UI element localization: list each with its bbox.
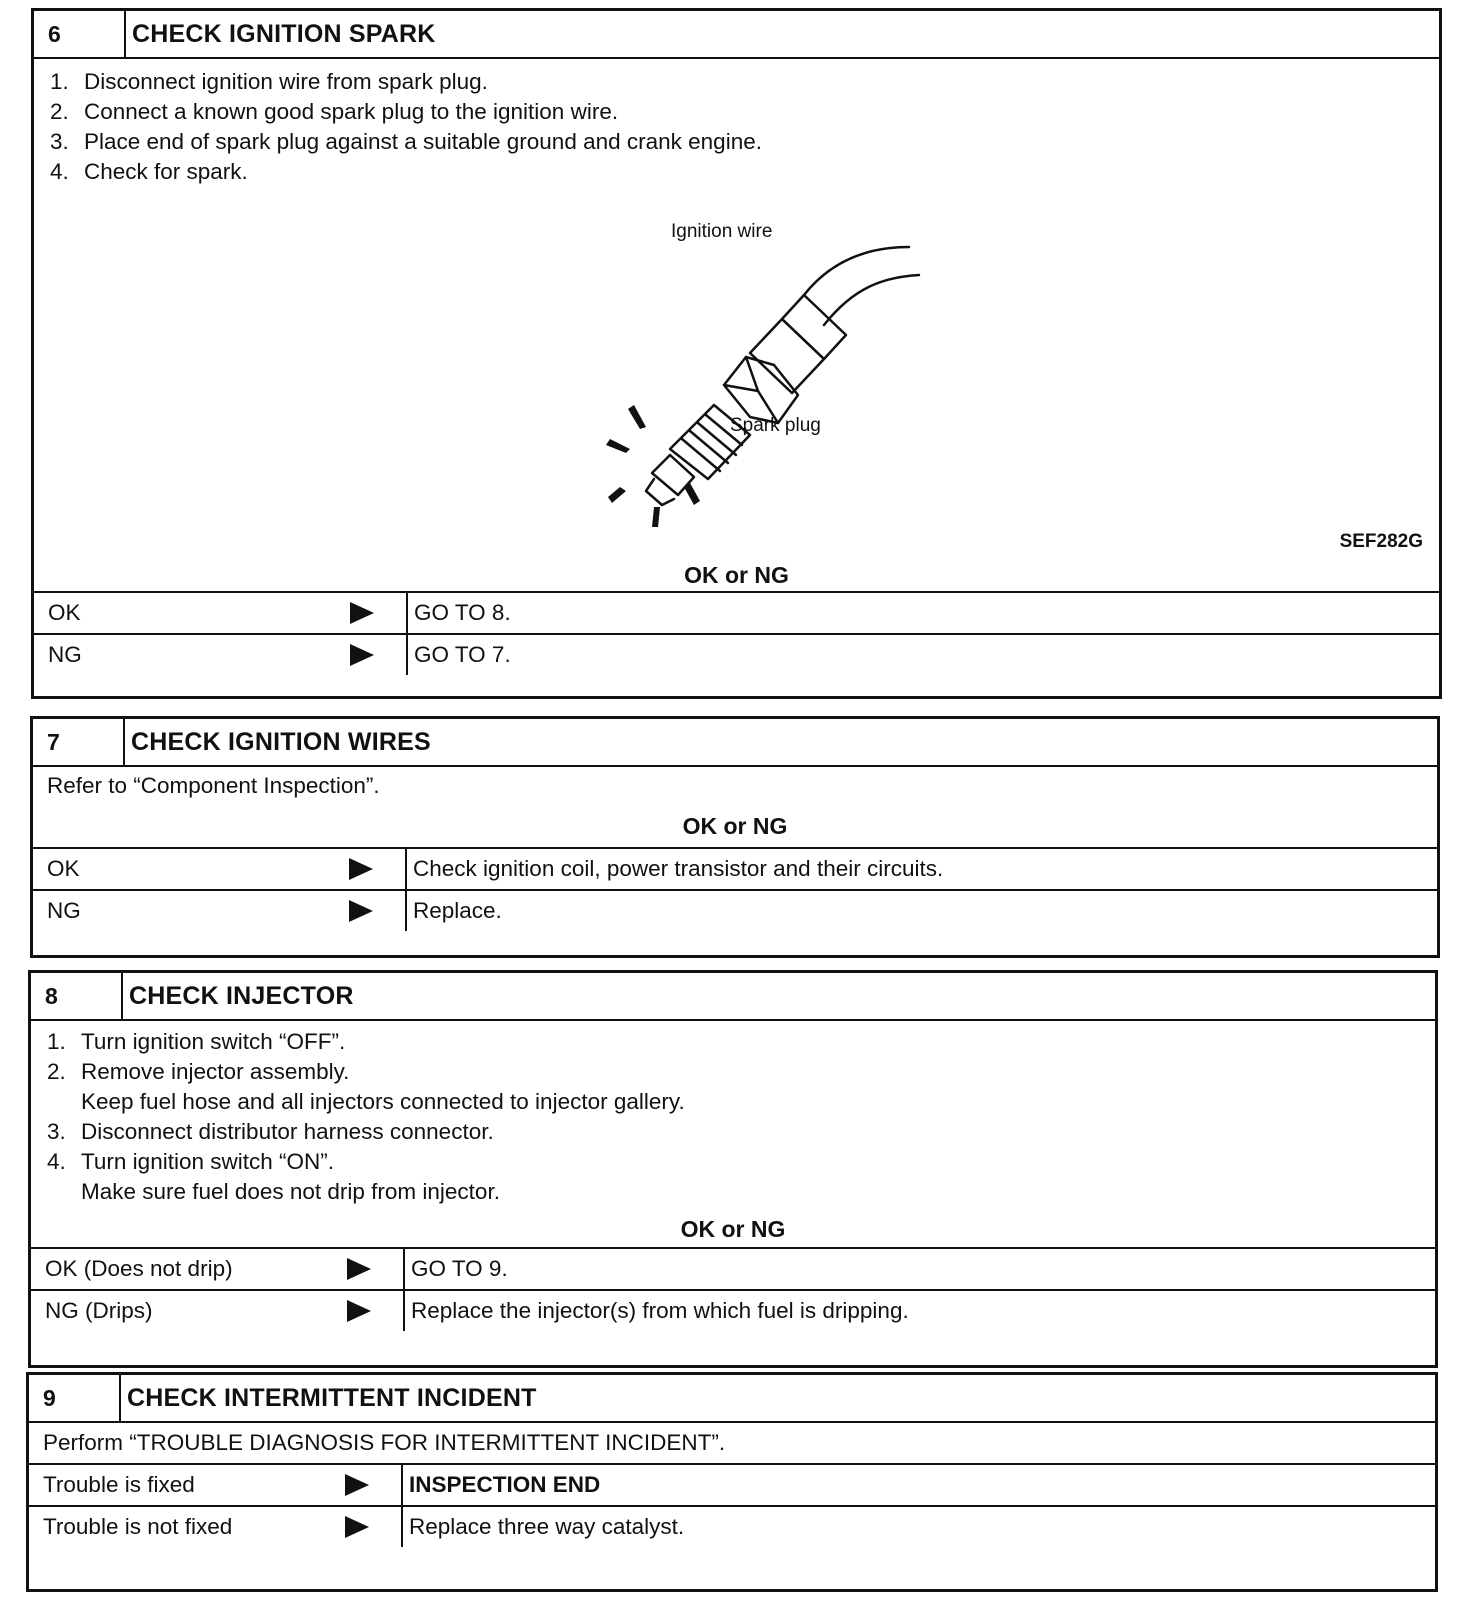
step-list — [31, 1021, 1435, 1207]
section-header — [34, 11, 1439, 59]
condition-cell: Trouble is not fixed — [29, 1507, 403, 1547]
result-cell: GO TO 9. — [411, 1256, 508, 1281]
step-item: 4. Check for spark. — [50, 159, 248, 184]
result-row — [31, 1247, 1435, 1289]
condition-cell: NG — [33, 891, 407, 931]
result-row — [31, 1289, 1435, 1331]
step-item: 3. Place end of spark plug against a suitable ground and crank engine. — [50, 129, 762, 154]
ok-ng-heading: OK or NG — [684, 562, 789, 588]
condition-cell: OK (Does not drip) — [31, 1249, 405, 1289]
condition-cell: NG — [34, 635, 408, 675]
arrow-right-icon — [345, 1516, 369, 1538]
instruction-text: Perform “TROUBLE DIAGNOSIS FOR INTERMITTENT INCIDENT”. — [43, 1430, 726, 1455]
condition-cell: Trouble is fixed — [29, 1465, 403, 1505]
section-title: CHECK INJECTOR — [129, 981, 354, 1010]
step-list — [34, 59, 1439, 187]
condition-cell: OK — [34, 593, 408, 633]
result-row — [34, 633, 1439, 675]
figure-code: SEF282G — [1339, 531, 1423, 552]
step-item: 1. Turn ignition switch “OFF”. — [47, 1029, 346, 1054]
step-item: Make sure fuel does not drip from injector. — [81, 1179, 500, 1204]
condition-cell: OK — [33, 849, 407, 889]
spark-plug-label: Spark plug — [730, 415, 821, 436]
section-number: 6 — [34, 11, 126, 57]
arrow-right-icon — [350, 644, 374, 666]
section-8 — [28, 970, 1438, 1368]
result-row — [34, 591, 1439, 633]
step-item: 4. Turn ignition switch “ON”. — [47, 1149, 334, 1174]
step-item: 3. Disconnect distributor harness connector. — [47, 1119, 494, 1144]
ignition-wire-label: Ignition wire — [671, 221, 773, 242]
arrow-right-icon — [349, 858, 373, 880]
section-title: CHECK INTERMITTENT INCIDENT — [127, 1383, 537, 1412]
arrow-right-icon — [350, 602, 374, 624]
section-header — [31, 973, 1435, 1021]
section-title: CHECK IGNITION WIRES — [131, 727, 431, 756]
section-header — [33, 719, 1437, 767]
result-cell: Check ignition coil, power transistor and their circuits. — [413, 856, 944, 881]
arrow-right-icon — [347, 1258, 371, 1280]
result-cell: GO TO 7. — [414, 642, 511, 667]
ok-ng-heading: OK or NG — [680, 1216, 786, 1242]
step-item: 2. Connect a known good spark plug to the ignition wire. — [50, 99, 619, 124]
section-9 — [26, 1372, 1438, 1592]
section-number: 8 — [31, 973, 123, 1019]
step-item: Keep fuel hose and all injectors connected to injector gallery. — [81, 1089, 685, 1114]
spark-plug-figure — [34, 187, 1439, 559]
result-cell: GO TO 8. — [414, 600, 511, 625]
result-row — [33, 847, 1437, 889]
arrow-right-icon — [345, 1474, 369, 1496]
section-7 — [30, 716, 1440, 958]
result-cell: INSPECTION END — [409, 1472, 601, 1497]
result-row — [29, 1505, 1435, 1547]
arrow-right-icon — [347, 1300, 371, 1322]
section-number: 9 — [29, 1375, 121, 1421]
section-header — [29, 1375, 1435, 1423]
result-cell: Replace three way catalyst. — [409, 1514, 685, 1539]
result-row — [29, 1463, 1435, 1505]
condition-cell: NG (Drips) — [31, 1291, 405, 1331]
arrow-right-icon — [349, 900, 373, 922]
instruction-text: Refer to “Component Inspection”. — [47, 773, 380, 798]
section-6 — [31, 8, 1442, 699]
ok-ng-heading: OK or NG — [682, 813, 788, 839]
result-row — [33, 889, 1437, 931]
step-item: 1. Disconnect ignition wire from spark plug. — [50, 69, 488, 94]
result-cell: Replace the injector(s) from which fuel is dripping. — [411, 1298, 909, 1323]
section-number: 7 — [33, 719, 125, 765]
step-item: 2. Remove injector assembly. — [47, 1059, 350, 1084]
section-title: CHECK IGNITION SPARK — [132, 19, 436, 48]
result-cell: Replace. — [413, 898, 502, 923]
